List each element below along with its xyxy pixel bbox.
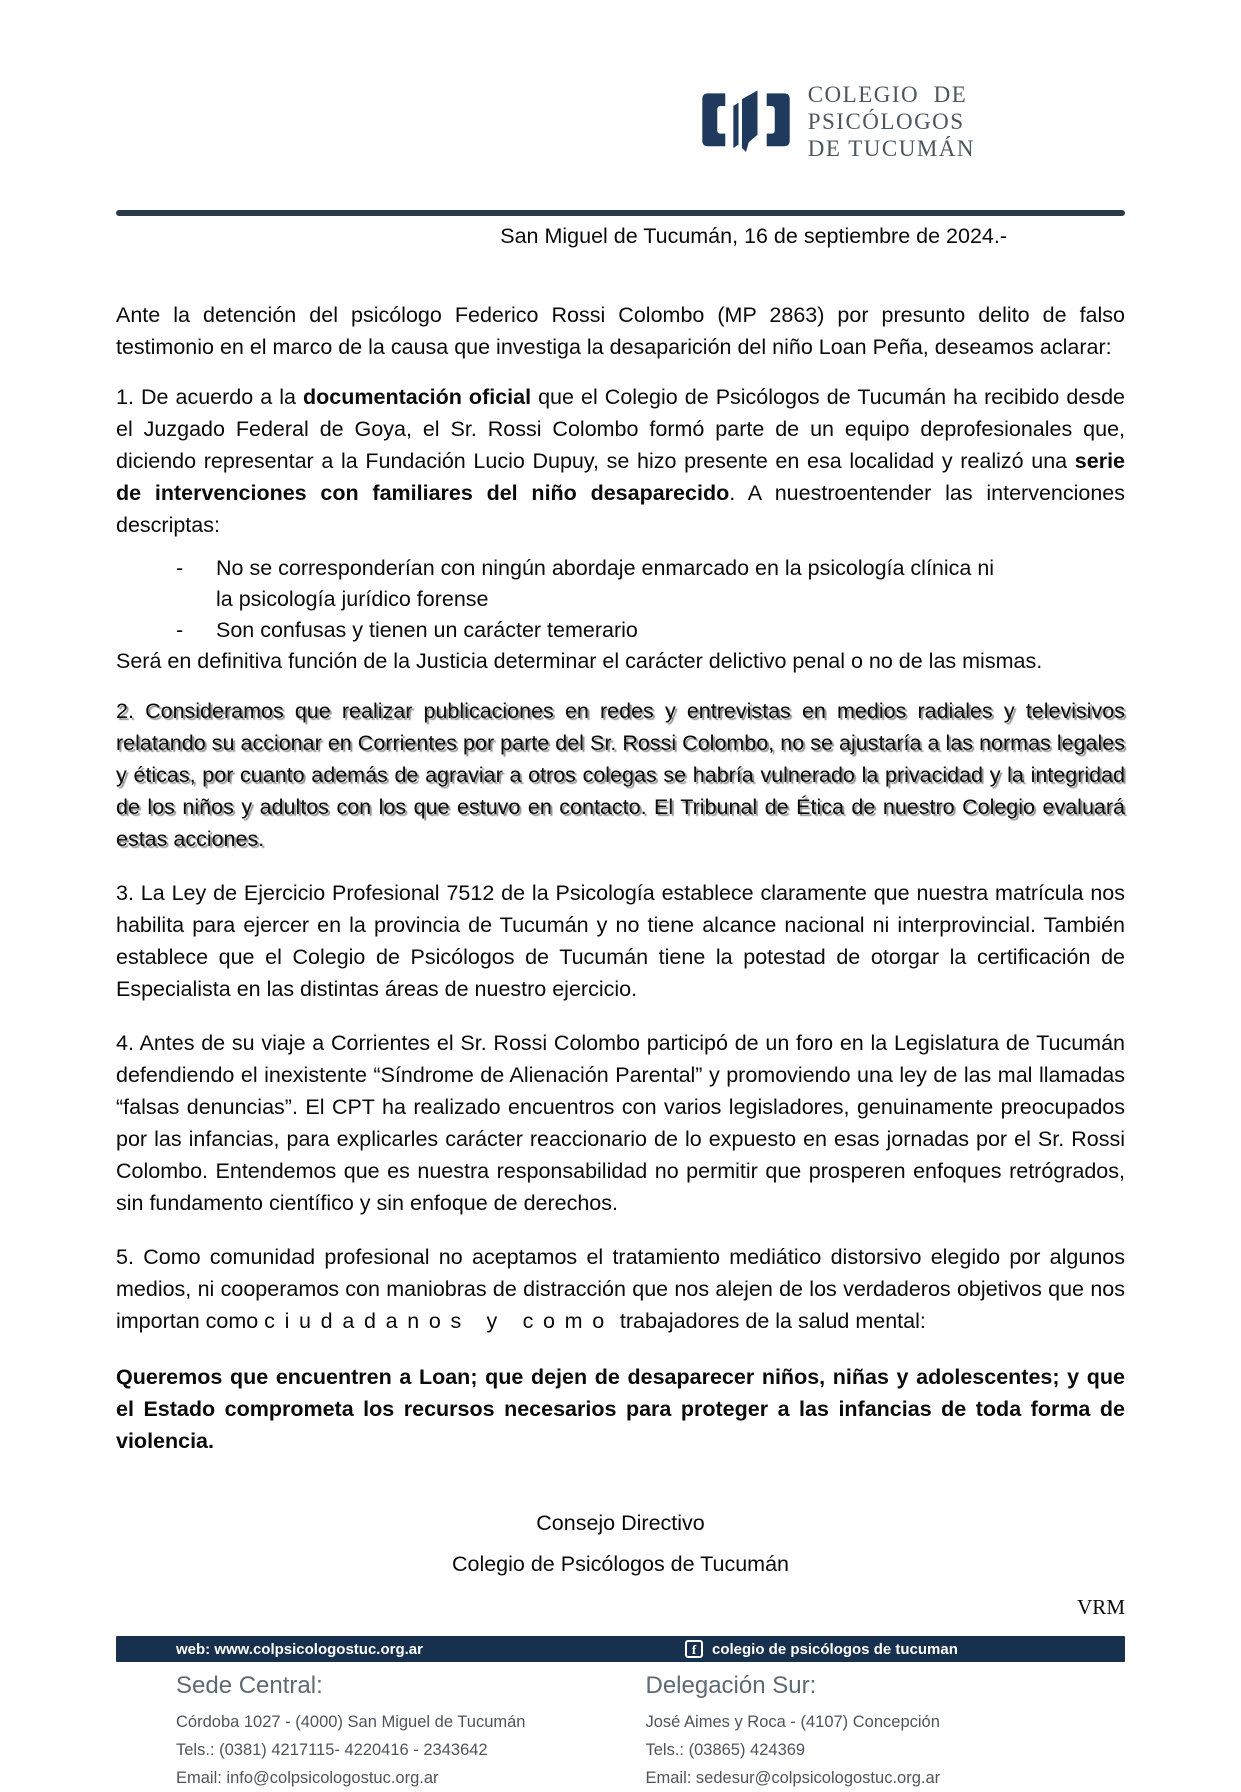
- delegacion-sur-block: [621, 1672, 1126, 1792]
- intro-paragraph: Ante la detención del psicólogo Federico Rossi Colombo (MP 2863) por presunto delito de falso testimonio en el marco de la causa que investiga la desaparición del niño Loan Peña, deseamos aclarar:: [116, 303, 1125, 359]
- list-item: - Son confusas y tienen un carácter temerario: [116, 615, 1125, 646]
- bullet-list: [116, 553, 1125, 646]
- paragraph-4: 4. Antes de su viaje a Corrientes el Sr. Rossi Colombo participó de un foro en la Legislatura de Tucumán defendiendo el inexistente “Síndrome de Alienación Parental” y promoviendo una ley de las mal llamadas “falsas denuncias”. El CPT ha realizado encuentros con varios legisladores, genuinamente preocupados por las infancias, para explicarles carácter reaccionario de lo expuesto en esas jornadas por el Sr. Rossi Colombo. Entendemos que es nuestra responsabilidad no permitir que prosperen enfoques retrógrados, sin fundamento científico y sin enfoque de derechos.: [116, 1031, 1125, 1215]
- footer-addresses: [116, 1672, 1125, 1792]
- open-book-brackets-icon: [700, 70, 792, 172]
- sede-central-email: Email: info@colpsicologostuc.org.ar: [176, 1769, 439, 1787]
- date-line: San Miguel de Tucumán, 16 de septiembre de 2024.-: [500, 224, 1007, 248]
- sede-central-address: Córdoba 1027 - (4000) San Miguel de Tucumán: [176, 1713, 526, 1731]
- sede-central-phones: Tels.: (0381) 4217115- 4220416 - 2343642: [176, 1741, 488, 1759]
- delegacion-sur-title: Delegación Sur:: [645, 1672, 817, 1699]
- delegacion-sur-phones: Tels.: (03865) 424369: [645, 1741, 806, 1759]
- letterhead: [116, 0, 1125, 172]
- letter-body: [116, 299, 1125, 1620]
- delegacion-sur-address: José Aimes y Roca - (4107) Concepción: [645, 1713, 940, 1731]
- justice-line: Será en definitiva función de la Justicia determinar el carácter delictivo penal o no de las mismas.: [116, 649, 1043, 673]
- paragraph-2: 2. Consideramos que realizar publicaciones en redes y entrevistas en medios radiales y televisivos relatando su accionar en Corrientes por parte del Sr. Rossi Colombo, no se ajustaría a las normas legales y éticas, por cuanto además de agraviar a otros colegas se habría vulnerado la privacidad y la integridad de los niños y adultos con los que estuvo en contacto. El Tribunal de Ética de nuestro Colegio evaluará estas acciones.: [116, 699, 1125, 851]
- footer-bar: [116, 1636, 1125, 1662]
- org-logo-text: COLEGIO DE PSICÓLOGOS DE TUCUMÁN: [807, 81, 975, 161]
- signature-line-2: Colegio de Psicólogos de Tucumán: [451, 1552, 790, 1576]
- initials: VRM: [1077, 1595, 1125, 1619]
- dash-bullet-icon: -: [176, 618, 184, 642]
- delegacion-sur-email: Email: sedesur@colpsicologostuc.org.ar: [645, 1769, 941, 1787]
- dash-bullet-icon: -: [176, 556, 184, 580]
- signature-line-1: Consejo Directivo: [536, 1511, 705, 1535]
- facebook-info: [685, 1640, 1125, 1658]
- closing-statement: Queremos que encuentren a Loan; que dejen de desaparecer niños, niñas y adolescentes; y que el Estado comprometa los recursos necesarios para proteger a las infancias de toda forma de violencia.: [116, 1365, 1125, 1453]
- paragraph-1: 1. De acuerdo a la documentación oficial que el Colegio de Psicólogos de Tucumán ha recibido desde el Juzgado Federal de Goya, el Sr. Rossi Colombo formó parte de un equipo deprofesionales que, diciendo representar a la Fundación Lucio Dupuy, se hizo presente en esa localidad y realizó una serie de intervenciones con familiares del niño desaparecido. A nuestroentender las intervenciones descriptas:: [116, 385, 1126, 537]
- header-divider: [116, 210, 1125, 216]
- list-item: - No se corresponderían con ningún abordaje enmarcado en la psicología clínica ni la psicología jurídico forense: [116, 553, 1125, 615]
- org-logo: [700, 70, 975, 172]
- facebook-icon: f: [685, 1640, 703, 1658]
- paragraph-5: 5. Como comunidad profesional no aceptamos el tratamiento mediático distorsivo elegido por algunos medios, ni cooperamos con maniobras de distracción que nos alejen de los verdaderos objetivos que nos importan como ciudadanos y como trabajadores de la salud mental:: [116, 1245, 1125, 1333]
- website-url: web: www.colpsicologostuc.org.ar: [176, 1640, 423, 1658]
- sede-central-title: Sede Central:: [176, 1672, 323, 1699]
- sede-central-block: [116, 1672, 621, 1792]
- facebook-page-name: colegio de psicólogos de tucuman: [712, 1640, 958, 1658]
- paragraph-3: 3. La Ley de Ejercicio Profesional 7512 de la Psicología establece claramente que nuestra matrícula nos habilita para ejercer en la provincia de Tucumán y no tiene alcance nacional ni interprovincial. También establece que el Colegio de Psicólogos de Tucumán tiene la potestad de otorgar la certificación de Especialista en las distintas áreas de nuestro ejercicio.: [116, 881, 1125, 1001]
